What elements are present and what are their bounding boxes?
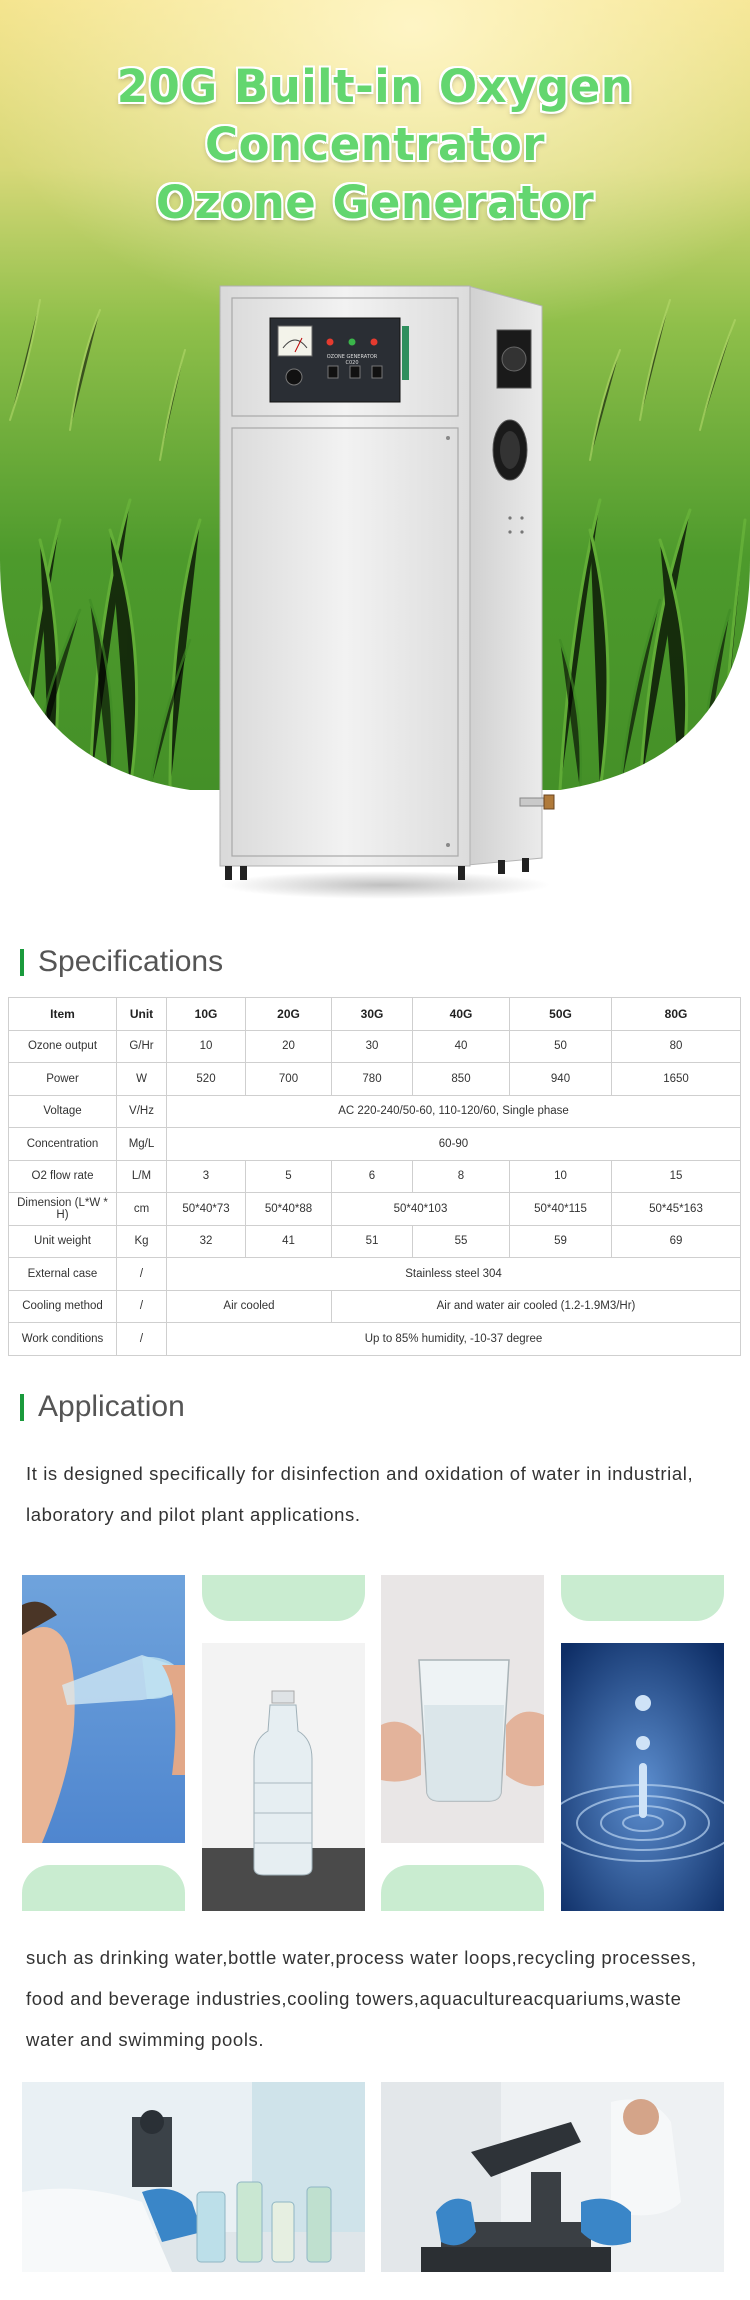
table-row <box>9 1290 741 1323</box>
table-cell: Stainless steel 304 <box>167 1258 741 1291</box>
table-cell: 50*45*163 <box>612 1193 741 1226</box>
table-cell: / <box>117 1258 167 1291</box>
table-cell: 10 <box>167 1030 246 1063</box>
table-cell: / <box>117 1290 167 1323</box>
drinking-water-photo <box>22 1575 185 1843</box>
glass-of-water-photo <box>381 1575 544 1843</box>
table-cell: 50*40*115 <box>510 1193 612 1226</box>
table-row <box>9 1128 741 1161</box>
table-cell: Power <box>9 1063 117 1096</box>
table-cell: 5 <box>246 1160 332 1193</box>
table-cell: 850 <box>413 1063 510 1096</box>
table-cell: G/Hr <box>117 1030 167 1063</box>
table-cell: 32 <box>167 1225 246 1258</box>
table-cell: 41 <box>246 1225 332 1258</box>
table-cell: Concentration <box>9 1128 117 1161</box>
table-row <box>9 1323 741 1356</box>
table-cell: cm <box>117 1193 167 1226</box>
table-cell: 1650 <box>612 1063 741 1096</box>
specifications-table <box>8 997 741 1356</box>
application-title: Application <box>38 1390 185 1423</box>
table-cell: External case <box>9 1258 117 1291</box>
table-cell: 55 <box>413 1225 510 1258</box>
table-header: 30G <box>332 998 413 1031</box>
table-cell: Mg/L <box>117 1128 167 1161</box>
table-cell: 69 <box>612 1225 741 1258</box>
application-heading <box>20 1390 185 1424</box>
table-cell: Cooling method <box>9 1290 117 1323</box>
application-uses: such as drinking water,bottle water,process water loops,recycling processes, food and beverage industries,cooling towers,aquacultureacquariums,waste water and swimming pools. <box>26 1947 697 2050</box>
hero-title-line-2: Ozone Generator <box>155 176 595 229</box>
table-row <box>9 1258 741 1291</box>
mint-decoration <box>22 1865 185 1911</box>
table-row <box>9 1030 741 1063</box>
table-cell: 15 <box>612 1160 741 1193</box>
table-cell: 50*40*73 <box>167 1193 246 1226</box>
table-cell: 51 <box>332 1225 413 1258</box>
table-cell: Dimension (L*W * H) <box>9 1193 117 1226</box>
table-cell: Unit weight <box>9 1225 117 1258</box>
table-cell: Kg <box>117 1225 167 1258</box>
table-cell: 80 <box>612 1030 741 1063</box>
table-cell: 50*40*88 <box>246 1193 332 1226</box>
mint-decoration <box>561 1575 724 1621</box>
table-cell: 59 <box>510 1225 612 1258</box>
table-cell: W <box>117 1063 167 1096</box>
hero-title <box>0 58 750 232</box>
table-header: 40G <box>413 998 510 1031</box>
laboratory-photo <box>22 2082 365 2272</box>
table-row <box>9 1095 741 1128</box>
table-cell: Air and water air cooled (1.2-1.9M3/Hr) <box>332 1290 741 1323</box>
table-header: Unit <box>117 998 167 1031</box>
table-header: 10G <box>167 998 246 1031</box>
bottled-water-photo <box>202 1643 365 1911</box>
hero-banner <box>0 0 750 930</box>
table-header-row <box>9 998 741 1031</box>
table-row <box>9 1063 741 1096</box>
panel-label: OZONE GENERATOR <box>326 354 378 360</box>
mint-decoration <box>202 1575 365 1621</box>
table-cell: AC 220-240/50-60, 110-120/60, Single phase <box>167 1095 741 1128</box>
table-cell: 10 <box>510 1160 612 1193</box>
heading-accent-bar <box>20 1394 24 1421</box>
table-cell: Work conditions <box>9 1323 117 1356</box>
table-cell: 940 <box>510 1063 612 1096</box>
table-row <box>9 1193 741 1226</box>
specifications-title: Specifications <box>38 945 224 978</box>
table-cell: 50*40*103 <box>332 1193 510 1226</box>
table-cell: 8 <box>413 1160 510 1193</box>
table-cell: Ozone output <box>9 1030 117 1063</box>
table-cell: 60-90 <box>167 1128 741 1161</box>
table-cell: 30 <box>332 1030 413 1063</box>
table-cell: Up to 85% humidity, -10-37 degree <box>167 1323 741 1356</box>
table-cell: / <box>117 1323 167 1356</box>
heading-accent-bar <box>20 949 24 976</box>
panel-code: C020 <box>345 360 359 366</box>
table-row <box>9 1160 741 1193</box>
table-cell: O2 flow rate <box>9 1160 117 1193</box>
ozone-generator-product-image <box>210 280 580 900</box>
hero-title-line-1: 20G Built-in Oxygen Concentrator <box>116 60 634 171</box>
table-header: 20G <box>246 998 332 1031</box>
table-cell: L/M <box>117 1160 167 1193</box>
specifications-heading <box>20 945 223 979</box>
table-cell: 40 <box>413 1030 510 1063</box>
table-cell: 520 <box>167 1063 246 1096</box>
application-description: It is designed specifically for disinfection and oxidation of water in industrial, laboratory and pilot plant applications. <box>26 1463 694 1525</box>
microscope-photo <box>381 2082 724 2272</box>
table-header: Item <box>9 998 117 1031</box>
table-cell: 3 <box>167 1160 246 1193</box>
table-cell: Voltage <box>9 1095 117 1128</box>
table-header: 50G <box>510 998 612 1031</box>
table-row <box>9 1225 741 1258</box>
table-header: 80G <box>612 998 741 1031</box>
table-cell: 20 <box>246 1030 332 1063</box>
table-cell: 700 <box>246 1063 332 1096</box>
water-droplet-photo <box>561 1643 724 1911</box>
mint-decoration <box>381 1865 544 1911</box>
table-cell: 780 <box>332 1063 413 1096</box>
table-cell: V/Hz <box>117 1095 167 1128</box>
table-cell: 6 <box>332 1160 413 1193</box>
table-cell: 50 <box>510 1030 612 1063</box>
table-cell: Air cooled <box>167 1290 332 1323</box>
